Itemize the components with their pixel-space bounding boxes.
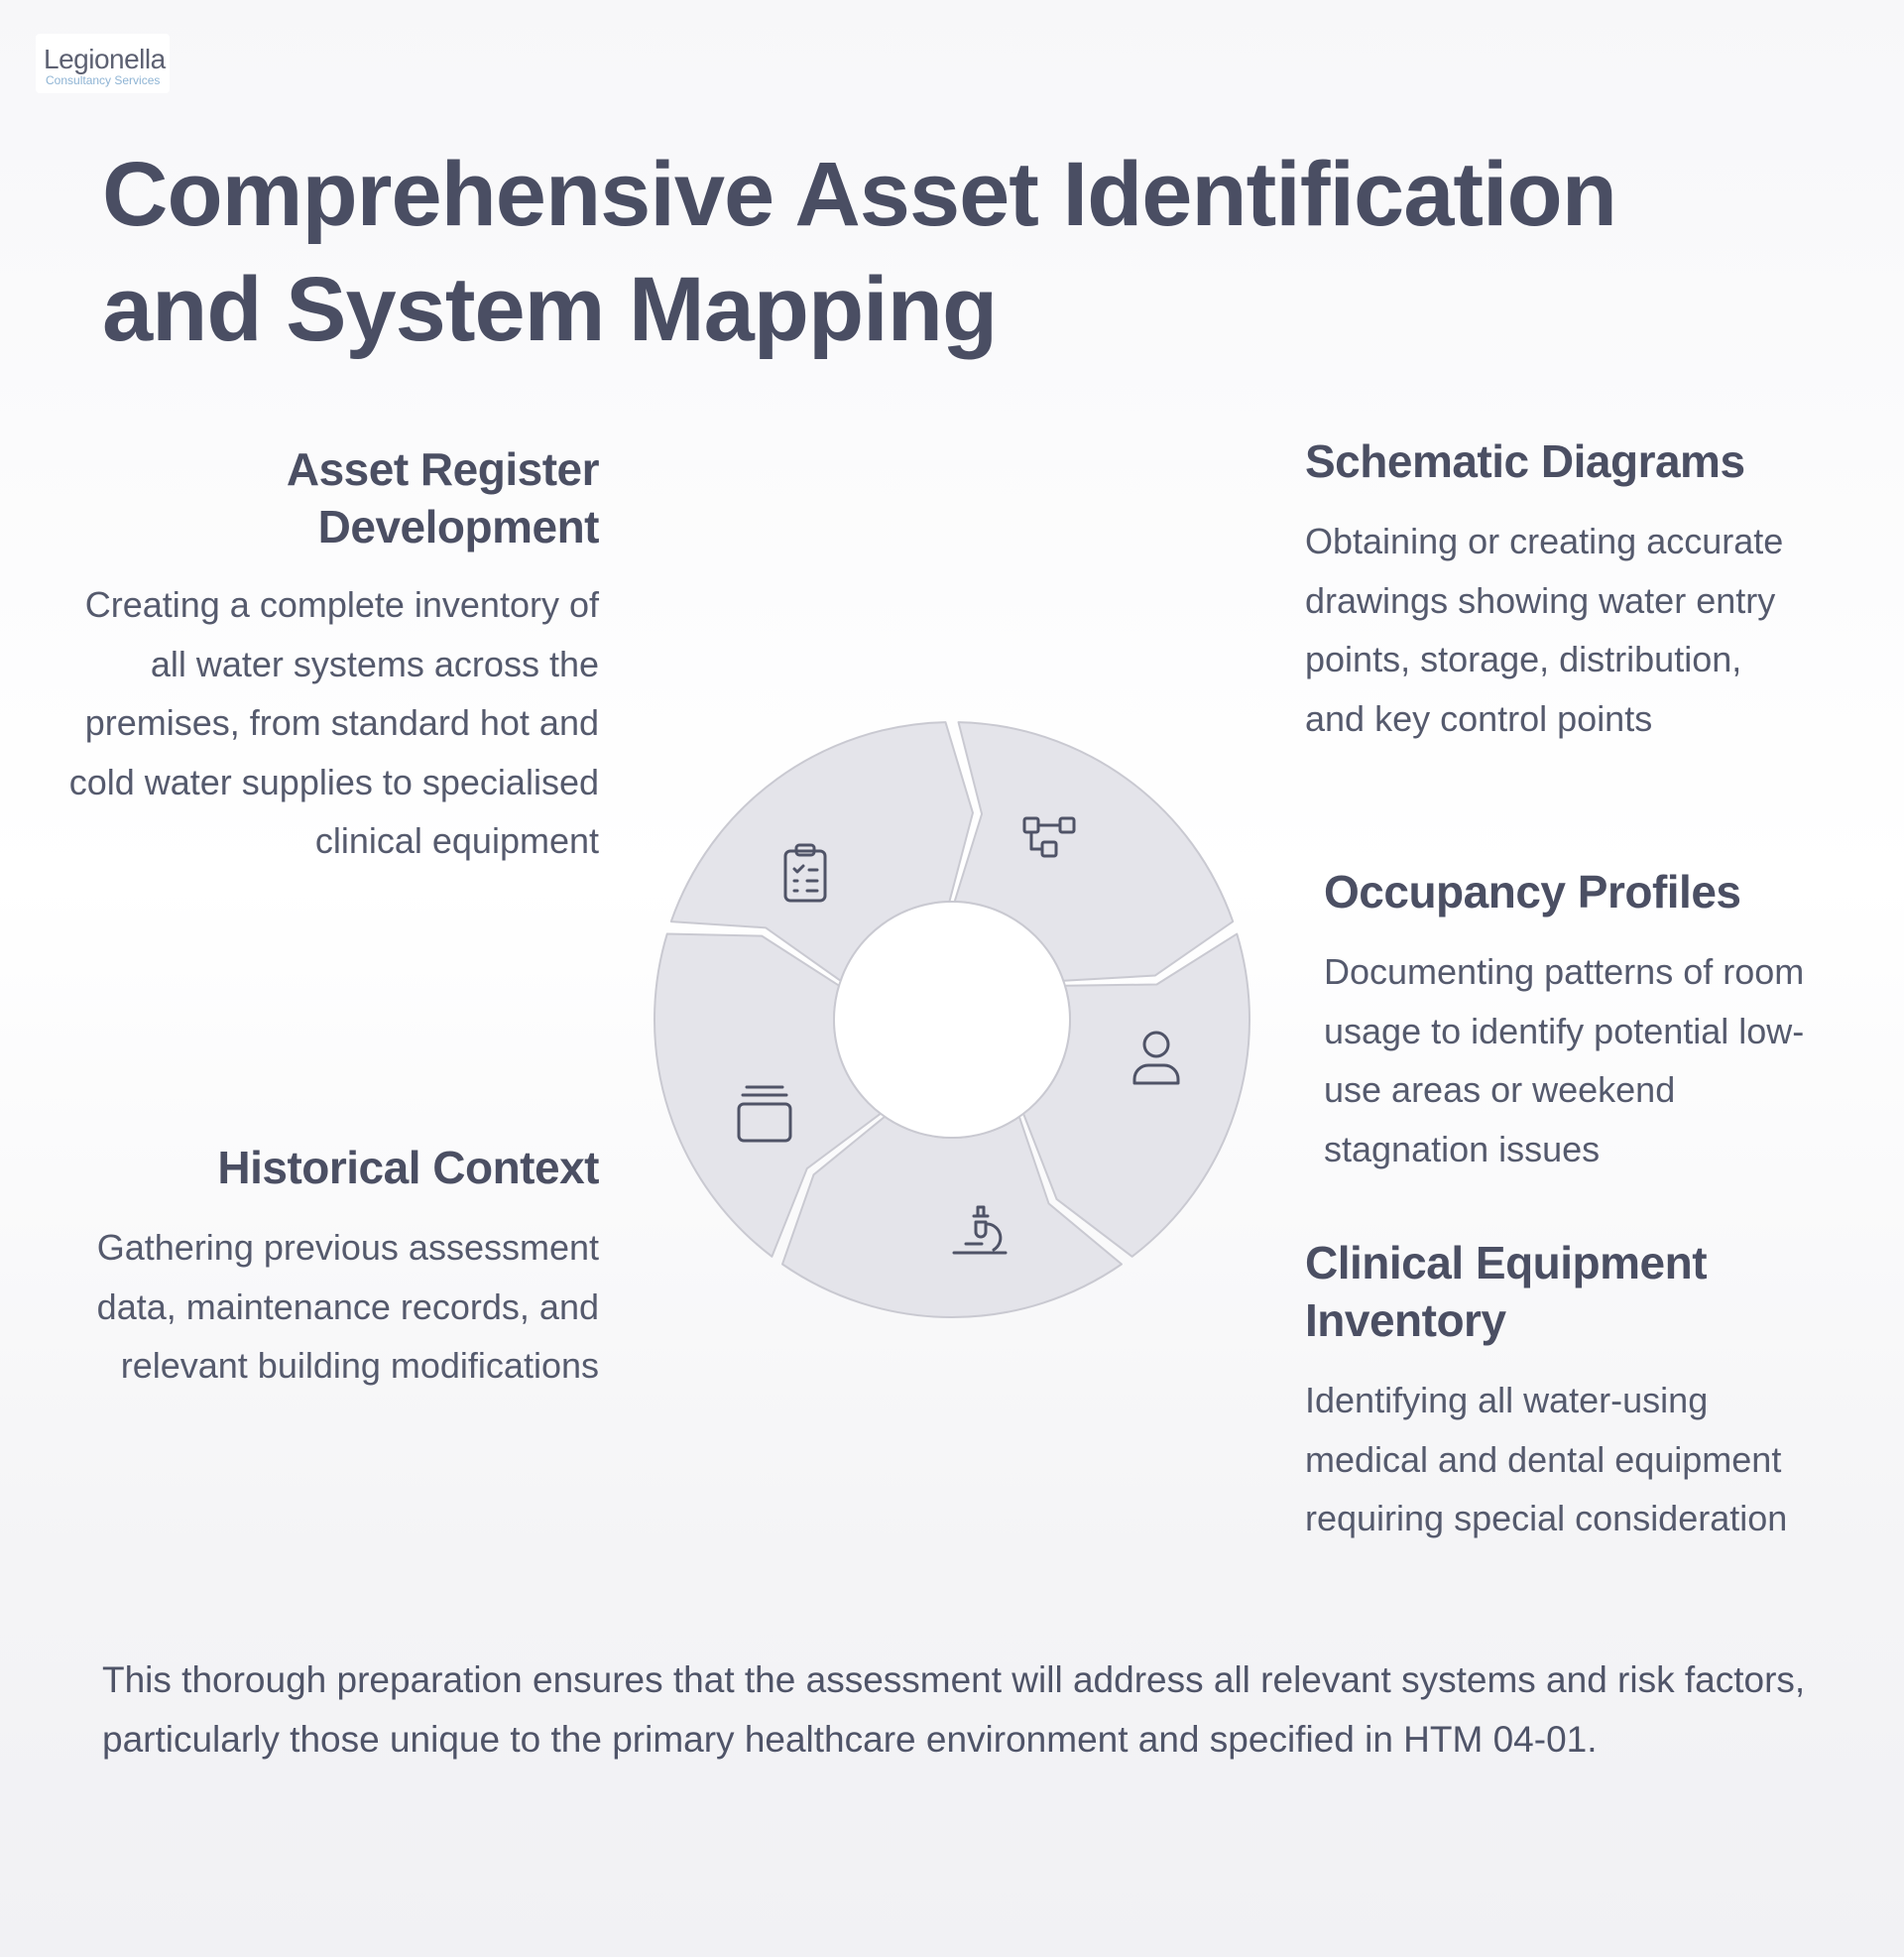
cycle-center — [834, 902, 1070, 1138]
logo-name: Legionella — [44, 44, 166, 74]
clinical-equipment-text: Identifying all water-using medical and dental equipment requiring special consideration — [1305, 1380, 1788, 1538]
summary-text: This thorough preparation ensures that the assessment will address all relevant systems and risk factors, particularly those unique to the primary healthcare environment and specified in HTM 04-01. — [102, 1659, 1806, 1760]
page-title: Comprehensive Asset Identification and System Mapping — [102, 144, 1616, 360]
schematic-diagrams-heading: Schematic Diagrams — [1305, 435, 1745, 487]
asset-register-text: Creating a complete inventory of all water systems across the premises, from standard hot and cold water supplies to specialised clinical equipment — [68, 584, 599, 861]
logo-tagline: Consultancy Services — [46, 73, 161, 87]
asset-register-heading: Asset Register Development — [286, 443, 599, 552]
schematic-diagrams-text: Obtaining or creating accurate drawings showing water entry points, storage, distribution, and key control points — [1305, 521, 1784, 739]
historical-context-text: Gathering previous assessment data, maintenance records, and relevant building modifications — [96, 1227, 599, 1386]
occupancy-profiles-heading: Occupancy Profiles — [1324, 866, 1741, 917]
clinical-equipment-heading: Clinical Equipment Inventory — [1305, 1237, 1708, 1346]
occupancy-profiles-text: Documenting patterns of room usage to identify potential low-use areas or weekend stagnation issues — [1324, 951, 1805, 1169]
historical-context-heading: Historical Context — [217, 1142, 599, 1193]
